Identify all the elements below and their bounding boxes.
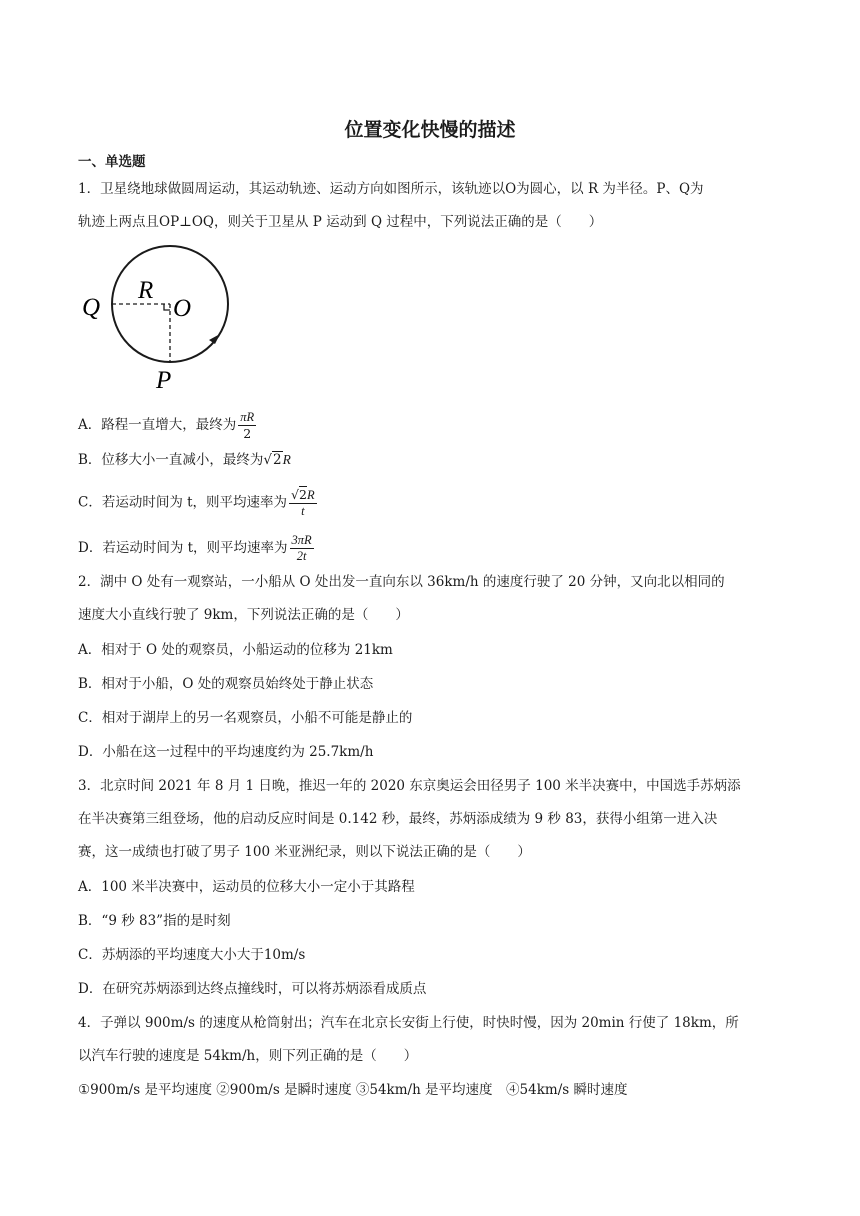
q1-option-d: D．若运动时间为 t，则平均速率为 $\frac{3\pi R}{2t}$ [78, 533, 312, 563]
label-q: Q [82, 294, 101, 321]
q4-stem-line2: 以汽车行驶的速度是 54km/h，则下列正确的是（ ） [78, 1048, 418, 1064]
q3-stem-line2: 在半决赛第三组登场，他的启动反应时间是 0.142 秒，最终，苏炳添成绩为 9 秒 83，获得小组第一进入决 [78, 811, 718, 827]
q1-option-b: B．位移大小一直减小，最终为√2R [78, 452, 291, 468]
direction-arrow [209, 334, 220, 344]
q3-option-a: A．100 米半决赛中，运动员的位移大小一定小于其路程 [78, 879, 415, 895]
q3-stem-line1: 3．北京时间 2021 年 8 月 1 日晚，推迟一年的 2020 东京奥运会田径男子 100 米半决赛中，中国选手苏炳添 [78, 778, 741, 794]
label-o: O [173, 295, 192, 322]
page-title: 位置变化快慢的描述 [344, 119, 516, 141]
q1-stem-line2: 轨迹上两点且OP⊥OQ，则关于卫星从 P 运动到 Q 过程中，下列说法正确的是（ ） [78, 214, 603, 230]
q4-stem-line1: 4．子弹以 900m/s 的速度从枪筒射出；汽车在北京长安街上行使，时快时慢，因为 20min 行使了 18km，所 [78, 1015, 739, 1031]
q3-option-c: C．苏炳添的平均速度大小大于10m/s [78, 947, 306, 963]
label-p: P [156, 367, 172, 393]
right-angle-mark [164, 304, 170, 310]
q3-option-b: B．“9 秒 83”指的是时刻 [78, 913, 231, 929]
q2-option-c: C．相对于湖岸上的另一名观察员，小船不可能是静止的 [78, 710, 413, 726]
q2-stem-line2: 速度大小直线行驶了 9km，下列说法正确的是（ ） [78, 607, 409, 623]
q2-option-b: B．相对于小船，O 处的观察员始终处于静止状态 [78, 676, 374, 692]
q2-stem-line1: 2．湖中 O 处有一观察站，一小船从 O 处出发一直向东以 36km/h 的速度行驶了 20 分钟，又向北以相同的 [78, 574, 725, 590]
section-heading: 一、单选题 [78, 154, 146, 170]
q2-option-a: A．相对于 O 处的观察员，小船运动的位移为 21km [78, 642, 393, 658]
q4-statements: ①900m/s 是平均速度 ②900m/s 是瞬时速度 ③54km/h 是平均速度 ④54km/s 瞬时速度 [78, 1082, 628, 1098]
q1-option-a: A．路程一直增大，最终为 $\frac{\pi R}{2}$ [78, 410, 255, 441]
q3-stem-line3: 赛，这一成绩也打破了男子 100 米亚洲纪录，则以下说法正确的是（ ） [78, 844, 531, 860]
q1-stem-line1: 1．卫星绕地球做圆周运动，其运动轨迹、运动方向如图所示，该轨迹以O为圆心，以 R 为半径。P、Q为 [78, 181, 704, 197]
q3-option-d: D．在研究苏炳添到达终点撞线时，可以将苏炳添看成质点 [78, 981, 427, 997]
q1-option-c: C．若运动时间为 t，则平均速率为 $\frac{√2R}{t}$ [78, 487, 315, 518]
q1-circle-figure [78, 243, 248, 393]
label-r: R [138, 277, 154, 304]
q2-option-d: D．小船在这一过程中的平均速度约为 25.7km/h [78, 744, 374, 760]
